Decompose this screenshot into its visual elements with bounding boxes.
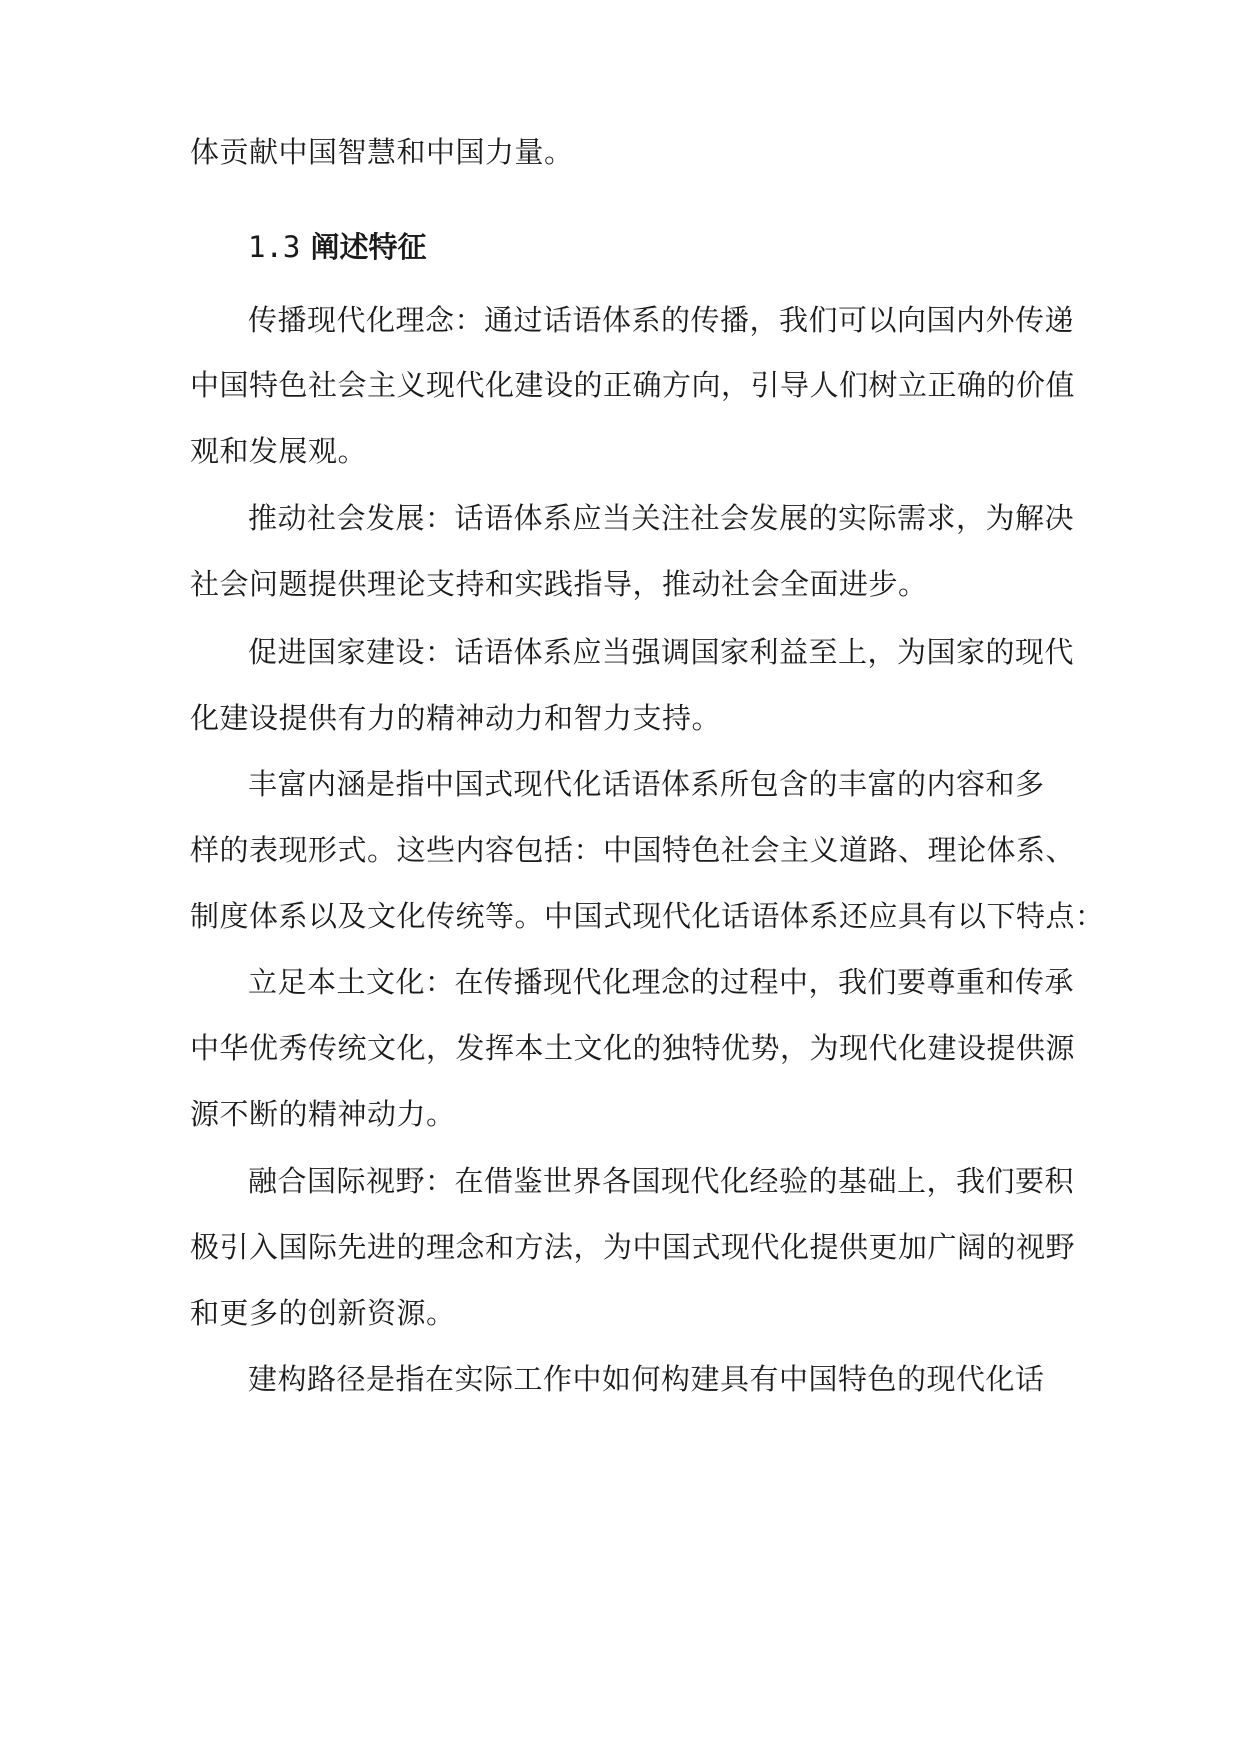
paragraph-line: 观和发展观。 bbox=[190, 434, 368, 468]
paragraph-line: 和更多的创新资源。 bbox=[190, 1296, 456, 1330]
paragraph-line: 中华优秀传统文化，发挥本土文化的独特优势，为现代化建设提供源 bbox=[190, 1031, 1076, 1065]
paragraph-line: 制度体系以及文化传统等。中国式现代化话语体系还应具有以下特点： bbox=[190, 899, 1105, 933]
paragraph-line: 化建设提供有力的精神动力和智力支持。 bbox=[190, 701, 722, 735]
section-number: 1.3 bbox=[248, 230, 301, 264]
paragraph-line: 社会问题提供理论支持和实践指导，推动社会全面进步。 bbox=[190, 567, 928, 601]
paragraph-line: 源不断的精神动力。 bbox=[190, 1097, 456, 1131]
paragraph-line: 丰富内涵是指中国式现代化话语体系所包含的丰富的内容和多 bbox=[248, 767, 1045, 801]
paragraph-line: 极引入国际先进的理念和方法，为中国式现代化提供更加广阔的视野 bbox=[190, 1230, 1076, 1264]
paragraph-line: 促进国家建设：话语体系应当强调国家利益至上，为国家的现代 bbox=[248, 635, 1075, 669]
paragraph-line: 中国特色社会主义现代化建设的正确方向，引导人们树立正确的价值 bbox=[190, 368, 1076, 402]
paragraph-line: 体贡献中国智慧和中国力量。 bbox=[190, 135, 574, 169]
paragraph-line: 建构路径是指在实际工作中如何构建具有中国特色的现代化话 bbox=[248, 1362, 1045, 1396]
paragraph-line: 推动社会发展：话语体系应当关注社会发展的实际需求，为解决 bbox=[248, 501, 1075, 535]
paragraph-line: 样的表现形式。这些内容包括：中国特色社会主义道路、理论体系、 bbox=[190, 833, 1076, 867]
paragraph-line: 融合国际视野：在借鉴世界各国现代化经验的基础上，我们要积 bbox=[248, 1164, 1075, 1198]
paragraph-line: 立足本土文化：在传播现代化理念的过程中，我们要尊重和传承 bbox=[248, 965, 1075, 999]
section-heading bbox=[248, 229, 427, 265]
section-title: 阐述特征 bbox=[310, 230, 427, 264]
paragraph-line: 传播现代化理念：通过话语体系的传播，我们可以向国内外传递 bbox=[248, 303, 1075, 337]
